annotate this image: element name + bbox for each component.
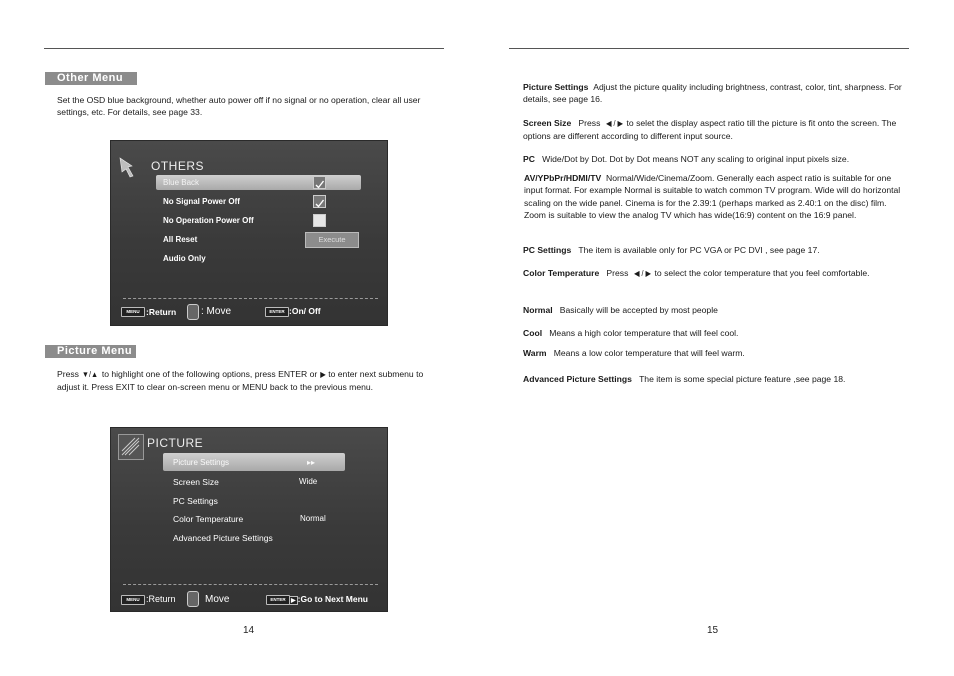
others-move-label: : Move (201, 306, 232, 317)
picture-item-picture-settings[interactable]: Picture Settings (173, 458, 230, 467)
right-page-number: 15 (707, 625, 719, 636)
picture-menu-text (57, 368, 442, 394)
down-up-arrow-icon: ▼/▲ (82, 370, 99, 379)
entry-warm (523, 347, 908, 359)
others-item-audio-only[interactable]: Audio Only (163, 254, 206, 263)
entry-av (524, 172, 904, 222)
other-menu-heading: Other Menu (45, 72, 137, 85)
entry-term: AV/YPbPr/HDMI/TV (524, 173, 602, 183)
entry-text: Means a high color temperature that will feel cool. (549, 328, 739, 338)
entry-term: Normal (523, 305, 553, 315)
right-top-rule (509, 48, 909, 49)
entry-text: The item is some special picture feature ,see page 18. (639, 374, 846, 384)
others-item-all-reset[interactable]: All Reset (163, 235, 198, 244)
entry-term: PC Settings (523, 245, 572, 255)
entry-text: Wide/Dot by Dot. Dot by Dot means NOT any scaling to original input pixels size. (542, 154, 850, 164)
left-page-number: 14 (243, 625, 255, 636)
other-menu-text: Set the OSD blue background, whether auto power off if no signal or no operation, clear all user settings, etc. For details, see page 33. (57, 95, 421, 118)
picture-menu-heading: Picture Menu (45, 345, 136, 358)
entry-advanced (523, 373, 908, 385)
others-menu-icon (118, 156, 140, 178)
entry-pc (523, 153, 918, 165)
entry-screen-size (523, 117, 908, 143)
blue-back-checkbox[interactable] (313, 176, 326, 189)
picture-next-label (289, 594, 368, 605)
picture-menu-text-2: to highlight one of the following options, press ENTER or (101, 369, 318, 379)
check-icon (314, 179, 325, 190)
others-item-no-signal[interactable]: No Signal Power Off (163, 197, 240, 206)
check-icon (314, 198, 325, 209)
right-arrow-icon: ▶ (319, 370, 326, 379)
picture-menu-icon (118, 434, 144, 460)
entry-cool (523, 327, 908, 339)
entry-term: PC (523, 154, 535, 164)
left-right-arrow-icon: ◀ / ▶ (634, 269, 652, 278)
others-item-no-operation[interactable]: No Operation Power Off (163, 216, 254, 225)
entry-normal (523, 304, 908, 316)
picture-move-label: Move (205, 594, 230, 605)
right-arrow-icon: ▶ (291, 598, 296, 604)
menu-key-icon: MENU (121, 307, 145, 317)
enter-key-icon: ENTER (265, 307, 289, 317)
screen-size-value: Wide (299, 477, 318, 486)
enter-key-icon: ENTER (266, 595, 290, 605)
picture-settings-arrow-value: ▸▸ (307, 458, 316, 467)
entry-term: Warm (523, 348, 547, 358)
left-right-arrow-icon: ◀ / ▶ (606, 119, 624, 128)
others-return-label: :Return (146, 307, 177, 317)
menu-key-icon: MENU (121, 595, 145, 605)
picture-item-advanced[interactable]: Advanced Picture Settings (173, 533, 273, 543)
picture-return-label: :Return (146, 594, 176, 604)
entry-term: Cool (523, 328, 543, 338)
entry-term: Screen Size (523, 118, 572, 128)
entry-text: to selet the display aspect ratio till the picture is fit onto the screen. The options are different according to different input source. (523, 118, 897, 142)
picture-title: PICTURE (147, 436, 204, 450)
picture-divider (123, 584, 378, 585)
picture-item-color-temperature[interactable]: Color Temperature (173, 514, 244, 524)
entry-pc-settings (523, 244, 908, 256)
others-title: OTHERS (151, 159, 205, 173)
picture-menu-text-3: to enter next submenu to adjust it. Press EXIT to clear on-screen menu or MENU back to the previous menu. (57, 369, 424, 393)
entry-text: Normal/Wide/Cinema/Zoom. Generally each aspect ratio is suitable for one input format. For example Normal is suitable to watch common TV program. Wide will do horizontal scaling on the wide panel. Cinema is for the 2.39:1 (perhaps marked as 2.40:1 on the disc) film. Zoom is suitable to view the analog TV which has wide(16:9) content on the 16:9 panel. (524, 173, 901, 221)
no-operation-checkbox[interactable] (313, 214, 326, 227)
entry-term: Picture Settings (523, 82, 589, 92)
picture-osd-screen (110, 427, 388, 612)
updown-key-icon (187, 304, 199, 320)
updown-key-icon (187, 591, 199, 607)
others-divider (123, 298, 378, 299)
picture-item-screen-size[interactable]: Screen Size (173, 477, 219, 487)
all-reset-execute-button[interactable]: Execute (305, 232, 359, 248)
others-osd-screen (110, 140, 388, 326)
no-signal-checkbox[interactable] (313, 195, 326, 208)
entry-text: Basically will be accepted by most people (559, 305, 718, 315)
left-top-rule (44, 48, 444, 49)
entry-picture-settings (523, 81, 908, 106)
picture-item-pc-settings[interactable]: PC Settings (173, 496, 218, 506)
picture-next-text: :Go to Next Menu (297, 594, 368, 604)
entry-text: Adjust the picture quality including brightness, contrast, color, tint, sharpness. For details, see page 16. (523, 82, 902, 105)
entry-text: Means a low color temperature that will feel warm. (553, 348, 745, 358)
picture-menu-text-1: Press (57, 369, 79, 379)
entry-term: Color Temperature (523, 268, 600, 278)
others-item-blue-back[interactable]: Blue Back (163, 178, 200, 187)
entry-text: The item is available only for PC VGA or PC DVI , see page 17. (578, 245, 820, 255)
entry-text: to select the color temperature that you feel comfortable. (654, 268, 870, 278)
color-temperature-value: Normal (300, 514, 326, 523)
entry-term: Advanced Picture Settings (523, 374, 632, 384)
entry-color-temperature (523, 267, 908, 280)
others-onoff-label: :On/ Off (289, 306, 321, 316)
entry-pre: Press (578, 118, 601, 128)
entry-pre: Press (606, 268, 629, 278)
